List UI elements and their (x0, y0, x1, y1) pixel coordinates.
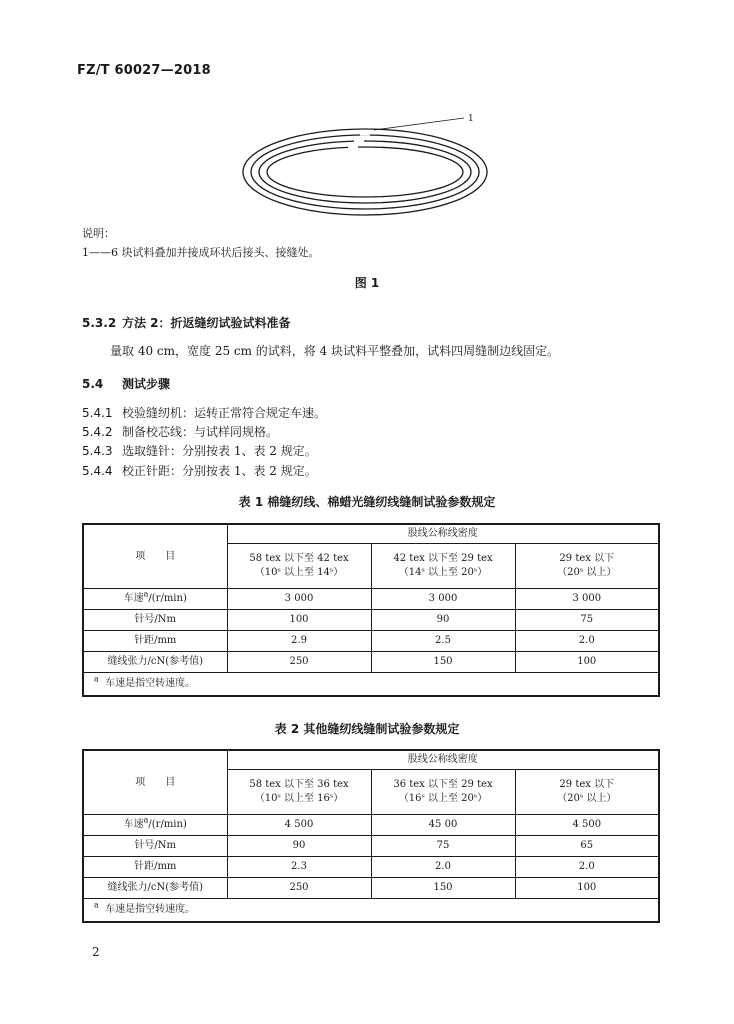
table-row (83, 878, 659, 899)
callout-leader (374, 118, 464, 130)
item-header: 项 目 (83, 750, 227, 815)
cell: 250 (227, 652, 371, 673)
row-label: 针号/Nm (83, 610, 227, 631)
step-number: 5.4.2 (82, 425, 113, 439)
cell: 100 (515, 652, 659, 673)
section-number: 5.3.2 (82, 316, 117, 330)
row-label: 针号/Nm (83, 836, 227, 857)
table-1-caption: 表 1 棉缝纫线、棉蜡光缝纫线缝制试验参数规定 (238, 495, 496, 509)
column-header: 36 tex 以下至 29 tex （16ˢ 以上至 20ˢ） (371, 770, 515, 815)
column-header: 42 tex 以下至 29 tex （14ˢ 以上至 20ˢ） (371, 544, 515, 589)
row-label: 针距/mm (83, 631, 227, 652)
table-footnote: $^a$ 车速是指空转速度。 (83, 673, 659, 697)
column-header: 29 tex 以下 （20ˢ 以上） (515, 544, 659, 589)
step-5-4-2 (82, 423, 278, 440)
group-header: 股线公称线密度 (227, 750, 659, 770)
table-footnote: $^a$ 车速是指空转速度。 (83, 899, 659, 923)
step-5-4-4 (82, 462, 317, 479)
section-number: 5.4 (82, 377, 104, 391)
cell: 65 (515, 836, 659, 857)
table-2 (82, 749, 660, 923)
cell: 250 (227, 878, 371, 899)
cell: 3 000 (371, 589, 515, 610)
row-label: 缝线张力/cN(参考值) (83, 652, 227, 673)
step-5-4-3 (82, 442, 317, 459)
section-5-4 (82, 375, 170, 392)
table-row (83, 610, 659, 631)
column-header: 58 tex 以下至 42 tex （10ˢ 以上至 14ˢ） (227, 544, 371, 589)
cell: 150 (371, 878, 515, 899)
item-header: 项 目 (83, 524, 227, 589)
column-header: 29 tex 以下 （20ˢ 以上） (515, 770, 659, 815)
figure-note-item: 1——6 块试料叠加并接成环状后接头、接缝处。 (82, 246, 320, 259)
row-label: 车速$^a$/(r/min) (83, 589, 227, 610)
step-5-4-1 (82, 404, 326, 421)
table-1 (82, 523, 660, 697)
section-5-3-2 (82, 314, 291, 331)
cell: 75 (515, 610, 659, 631)
section-title: 测试步骤 (122, 377, 171, 391)
step-text: 校正针距：分别按表 1、表 2 规定。 (122, 464, 317, 478)
figure-note-title: 说明： (82, 227, 115, 240)
section-5-3-2-paragraph: 量取 40 cm，宽度 25 cm 的试料，将 4 块试料平整叠加，试料四周缝制边线固定。 (110, 344, 560, 358)
cell: 3 000 (227, 589, 371, 610)
table-row (83, 631, 659, 652)
column-header: 58 tex 以下至 36 tex （10ˢ 以上至 16ˢ） (227, 770, 371, 815)
table-row (83, 836, 659, 857)
ring-figure (240, 112, 500, 221)
table-row (83, 857, 659, 878)
table-2-caption: 表 2 其他缝纫线缝制试验参数规定 (274, 722, 460, 736)
callout-number: 1 (468, 114, 474, 124)
cell: 45 00 (371, 815, 515, 836)
section-title: 方法 2：折返缝纫试验试料准备 (122, 316, 291, 330)
ring-4 (267, 147, 463, 197)
step-number: 5.4.1 (82, 406, 113, 420)
page-number: 2 (92, 945, 100, 959)
cell: 2.9 (227, 631, 371, 652)
cell: 2.0 (515, 631, 659, 652)
step-text: 校验缝纫机：运转正常符合规定车速。 (122, 406, 327, 420)
step-text: 制备校芯线：与试样同规格。 (122, 425, 279, 439)
row-label: 针距/mm (83, 857, 227, 878)
cell: 4 500 (515, 815, 659, 836)
cell: 2.0 (371, 857, 515, 878)
step-number: 5.4.4 (82, 464, 113, 478)
cell: 90 (371, 610, 515, 631)
table-row (83, 589, 659, 610)
cell: 75 (371, 836, 515, 857)
cell: 100 (227, 610, 371, 631)
cell: 90 (227, 836, 371, 857)
table-row (83, 652, 659, 673)
ring-3 (259, 141, 471, 203)
cell: 4 500 (227, 815, 371, 836)
ring-1 (243, 129, 487, 215)
cell: 3 000 (515, 589, 659, 610)
group-header: 股线公称线密度 (227, 524, 659, 544)
figure-caption: 图 1 (354, 276, 380, 290)
ring-2 (251, 135, 479, 209)
table-row (83, 815, 659, 836)
row-label: 车速$^a$/(r/min) (83, 815, 227, 836)
cell: 2.5 (371, 631, 515, 652)
cell: 2.3 (227, 857, 371, 878)
step-text: 选取缝针：分别按表 1、表 2 规定。 (122, 444, 317, 458)
cell: 150 (371, 652, 515, 673)
step-number: 5.4.3 (82, 444, 113, 458)
row-label: 缝线张力/cN(参考值) (83, 878, 227, 899)
cell: 100 (515, 878, 659, 899)
cell: 2.0 (515, 857, 659, 878)
standard-code: FZ/T 60027—2018 (77, 63, 211, 78)
